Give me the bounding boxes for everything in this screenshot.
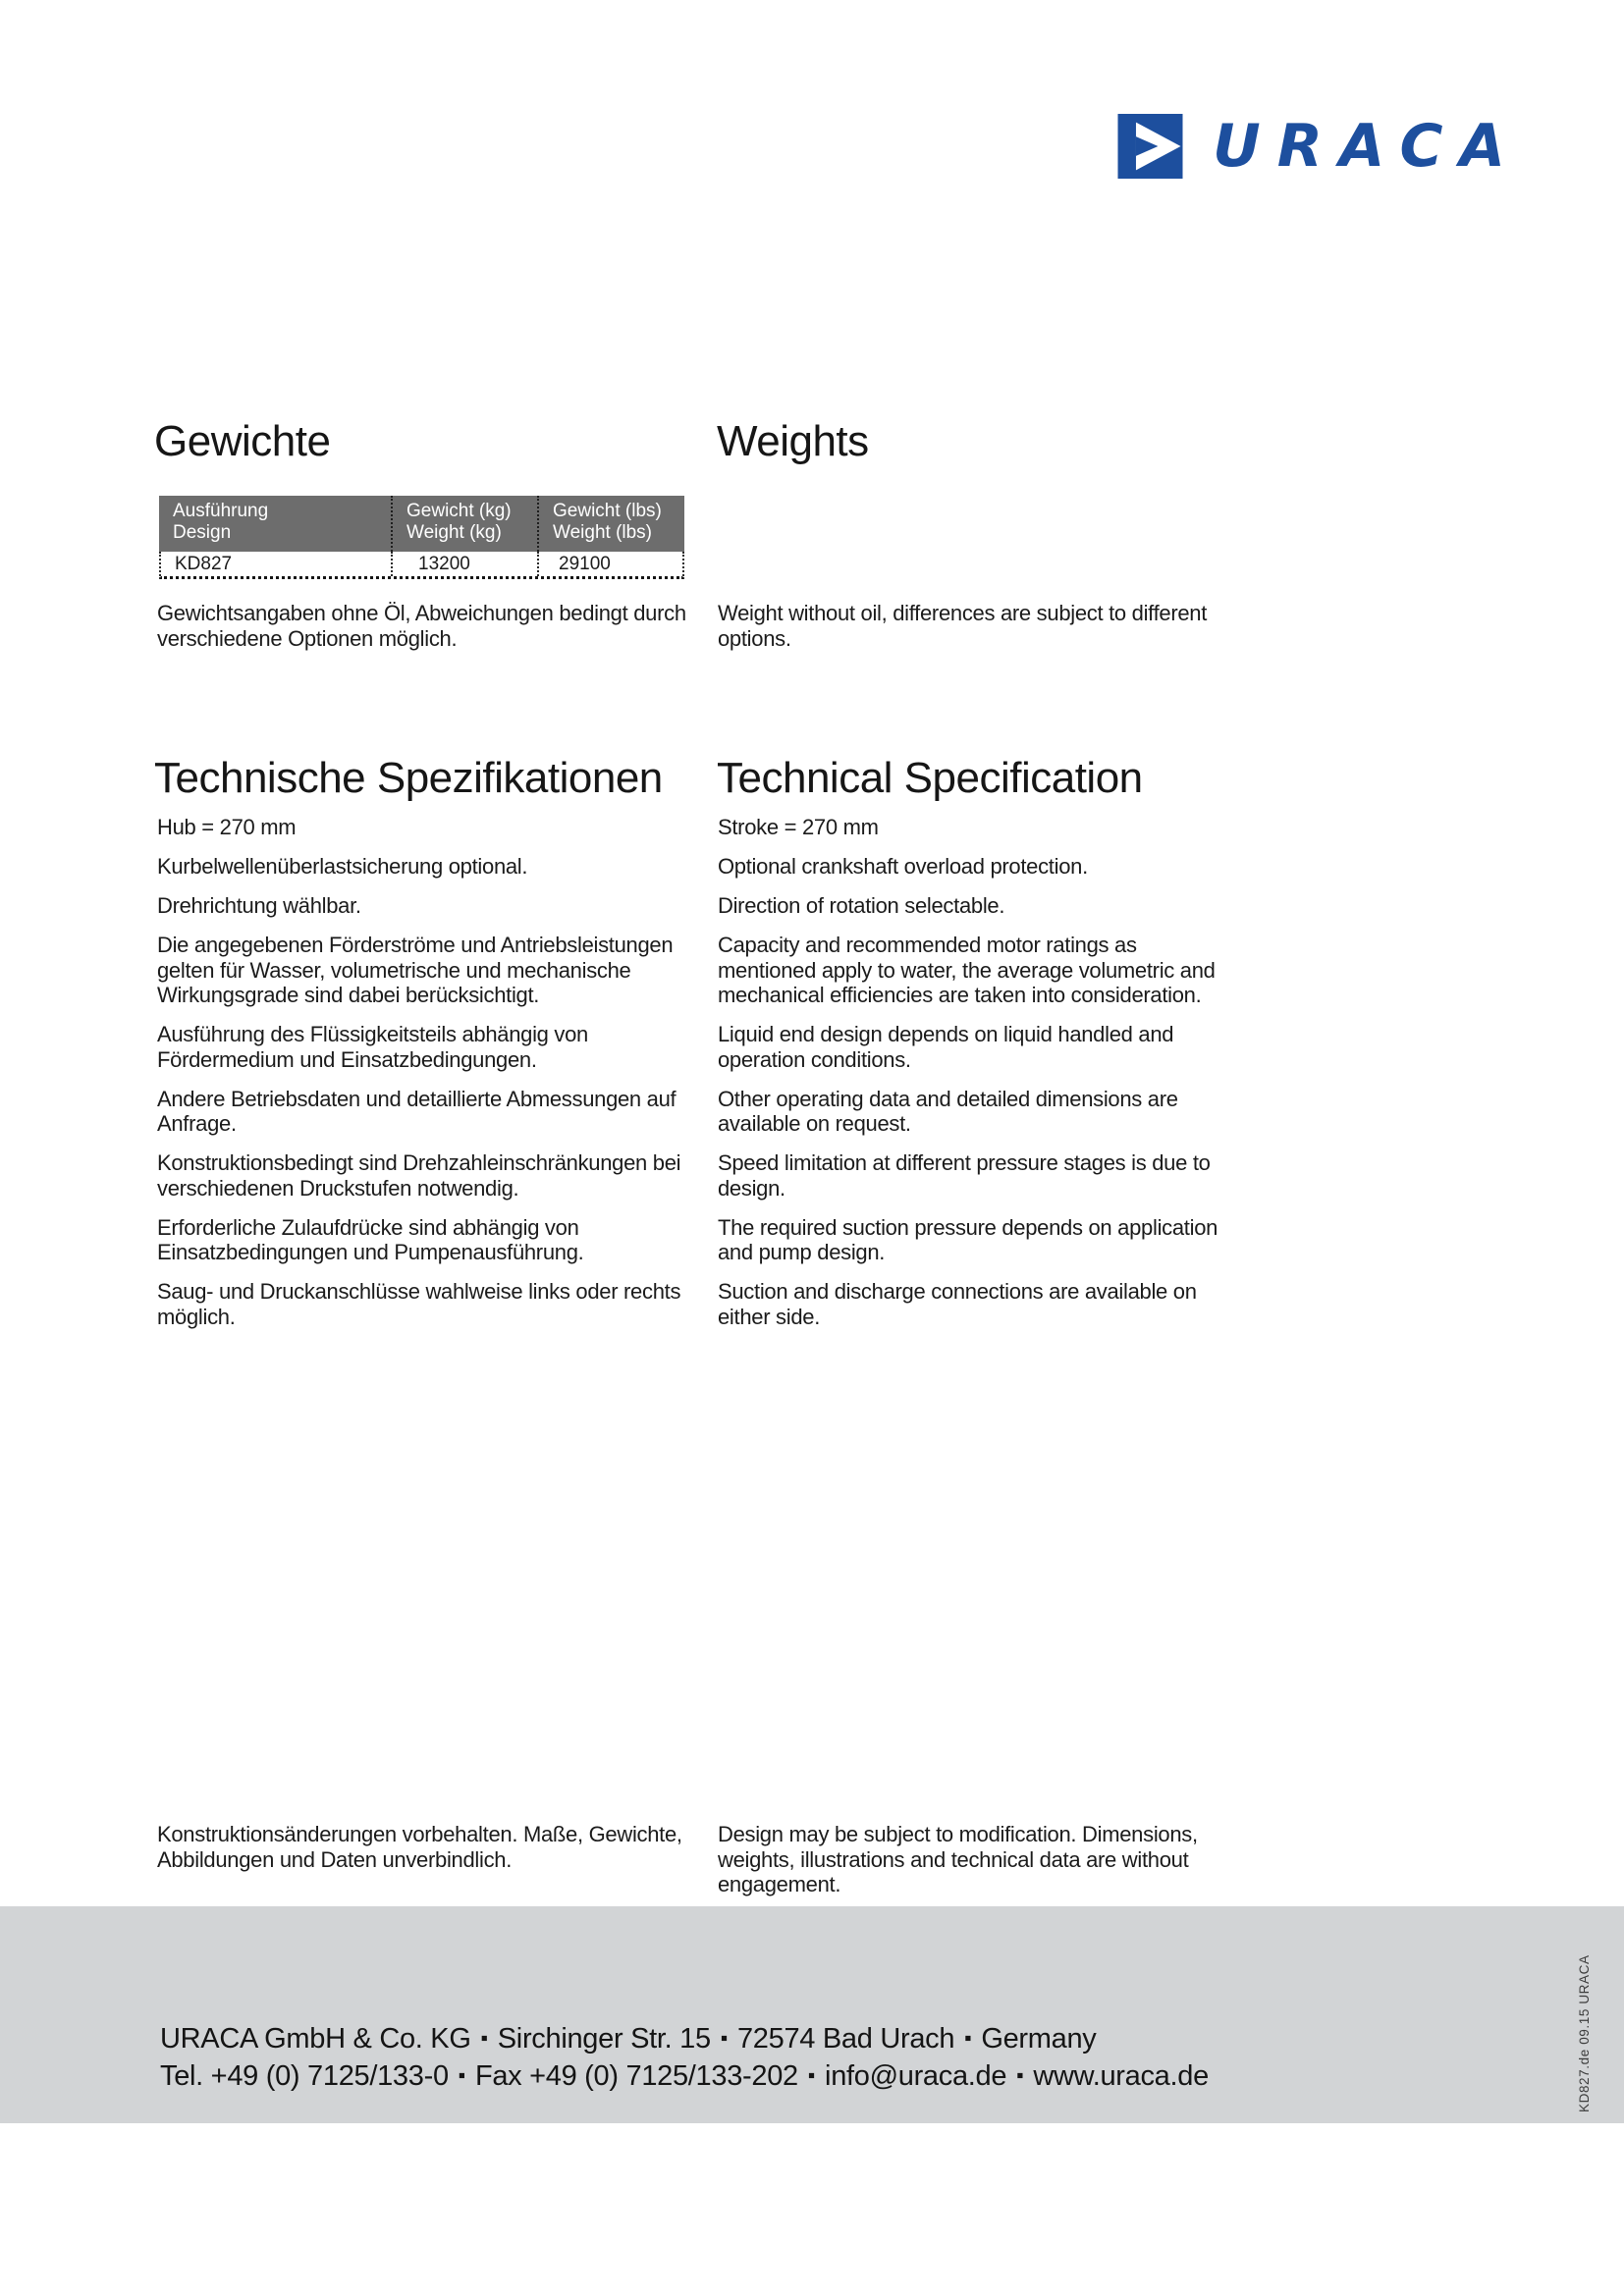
column-header-weight-lbs-en: Weight (lbs) bbox=[553, 522, 653, 543]
cell-weight-kg: 13200 bbox=[391, 552, 537, 576]
uraca-logo bbox=[1117, 114, 1522, 179]
bullet-separator-icon: ▪ bbox=[964, 2027, 972, 2050]
column-header-design-en: Design bbox=[173, 522, 232, 543]
weights-note-de: Gewichtsangaben ohne Öl, Abweichungen bedingt durch verschiedene Optionen möglich. bbox=[157, 601, 686, 651]
phone-number: Tel. +49 (0) 7125/133-0 bbox=[160, 2060, 449, 2092]
tech-paragraph-en: Speed limitation at different pressure stages is due to design. bbox=[718, 1150, 1211, 1201]
bullet-separator-icon: ▪ bbox=[807, 2064, 816, 2087]
uraca-arrow-icon bbox=[1117, 114, 1183, 179]
tech-paragraph-en: Suction and discharge connections are available on either side. bbox=[718, 1279, 1197, 1329]
tech-paragraph-de: Die angegebenen Förderströme und Antriebsleistungen gelten für Wasser, volumetrische und mechanische Wirkungsgrade sind dabei berücksichtigt. bbox=[157, 933, 674, 1007]
document-code-vertical: KD827.de 09.15 URACA bbox=[1577, 1954, 1592, 2112]
country: Germany bbox=[981, 2023, 1097, 2055]
tech-paragraph-de: Konstruktionsbedingt sind Drehzahleinschränkungen bei verschiedenen Druckstufen notwendig. bbox=[157, 1150, 681, 1201]
city: 72574 Bad Urach bbox=[736, 2023, 955, 2055]
weights-table bbox=[159, 496, 684, 579]
bullet-separator-icon: ▪ bbox=[720, 2027, 728, 2050]
heading-technische-spezifikationen: Technische Spezifikationen bbox=[154, 754, 663, 802]
tech-paragraph-de: Kurbelwellenüberlastsicherung optional. bbox=[157, 854, 528, 879]
tech-paragraph-en: Stroke = 270 mm bbox=[718, 815, 879, 839]
footer-address-line2 bbox=[160, 2057, 1209, 2095]
bullet-separator-icon: ▪ bbox=[480, 2027, 488, 2050]
footer-address bbox=[160, 2020, 1209, 2095]
disclaimer-en: Design may be subject to modification. Dimensions, weights, illustrations and technical data are without engagement. bbox=[718, 1822, 1198, 1896]
table-row bbox=[159, 552, 684, 579]
heading-weights: Weights bbox=[717, 417, 869, 465]
footer-address-line1 bbox=[160, 2020, 1209, 2057]
tech-paragraph-en: Capacity and recommended motor ratings as mentioned apply to water, the average volumetric and mechanical efficiencies are taken into consideration. bbox=[718, 933, 1216, 1007]
tech-paragraph-en: The required suction pressure depends on application and pump design. bbox=[718, 1214, 1218, 1264]
column-header-weight-lbs-de: Gewicht (lbs) bbox=[553, 501, 662, 521]
column-header-weight-kg bbox=[391, 496, 537, 552]
heading-gewichte: Gewichte bbox=[154, 417, 331, 465]
bullet-separator-icon: ▪ bbox=[458, 2064, 465, 2087]
heading-technical-specification: Technical Specification bbox=[717, 754, 1143, 802]
tech-paragraph-en: Liquid end design depends on liquid handled and operation conditions. bbox=[718, 1022, 1174, 1072]
tech-paragraph-de: Saug- und Druckanschlüsse wahlweise links oder rechts möglich. bbox=[157, 1279, 681, 1329]
tech-paragraph-en: Direction of rotation selectable. bbox=[718, 893, 1005, 918]
bullet-separator-icon: ▪ bbox=[1016, 2064, 1024, 2087]
uraca-wordmark: URACA bbox=[1213, 112, 1522, 181]
tech-spec-column-en bbox=[718, 815, 1228, 1344]
tech-paragraph-de: Erforderliche Zulaufdrücke sind abhängig von Einsatzbedingungen und Pumpenausführung. bbox=[157, 1214, 584, 1264]
street: Sirchinger Str. 15 bbox=[497, 2023, 711, 2055]
cell-weight-lbs: 29100 bbox=[537, 552, 682, 576]
website-link[interactable]: www.uraca.de bbox=[1033, 2060, 1209, 2092]
column-header-design bbox=[159, 496, 391, 552]
tech-spec-column-de bbox=[157, 815, 707, 1344]
disclaimer-de: Konstruktionsänderungen vorbehalten. Maße, Gewichte, Abbildungen und Daten unverbindlich. bbox=[157, 1822, 682, 1872]
column-header-design-de: Ausführung bbox=[173, 501, 269, 521]
cell-design: KD827 bbox=[175, 554, 233, 574]
column-header-weight-kg-de: Gewicht (kg) bbox=[406, 501, 512, 521]
weights-table-header-row bbox=[159, 496, 684, 552]
column-header-weight-kg-en: Weight (kg) bbox=[406, 522, 502, 543]
fax-number: Fax +49 (0) 7125/133-202 bbox=[474, 2060, 798, 2092]
tech-paragraph-en: Other operating data and detailed dimensions are available on request. bbox=[718, 1086, 1178, 1136]
weights-note-en: Weight without oil, differences are subject to different options. bbox=[718, 601, 1208, 651]
tech-paragraph-de: Drehrichtung wählbar. bbox=[157, 893, 361, 918]
column-header-weight-lbs bbox=[537, 496, 684, 552]
tech-paragraph-en: Optional crankshaft overload protection. bbox=[718, 854, 1088, 879]
tech-paragraph-de: Ausführung des Flüssigkeitsteils abhängig von Fördermedium und Einsatzbedingungen. bbox=[157, 1022, 588, 1072]
email-link[interactable]: info@uraca.de bbox=[825, 2060, 1007, 2092]
tech-paragraph-de: Hub = 270 mm bbox=[157, 815, 297, 839]
tech-paragraph-de: Andere Betriebsdaten und detaillierte Abmessungen auf Anfrage. bbox=[157, 1086, 677, 1136]
company-name: URACA GmbH & Co. KG bbox=[160, 2023, 471, 2055]
